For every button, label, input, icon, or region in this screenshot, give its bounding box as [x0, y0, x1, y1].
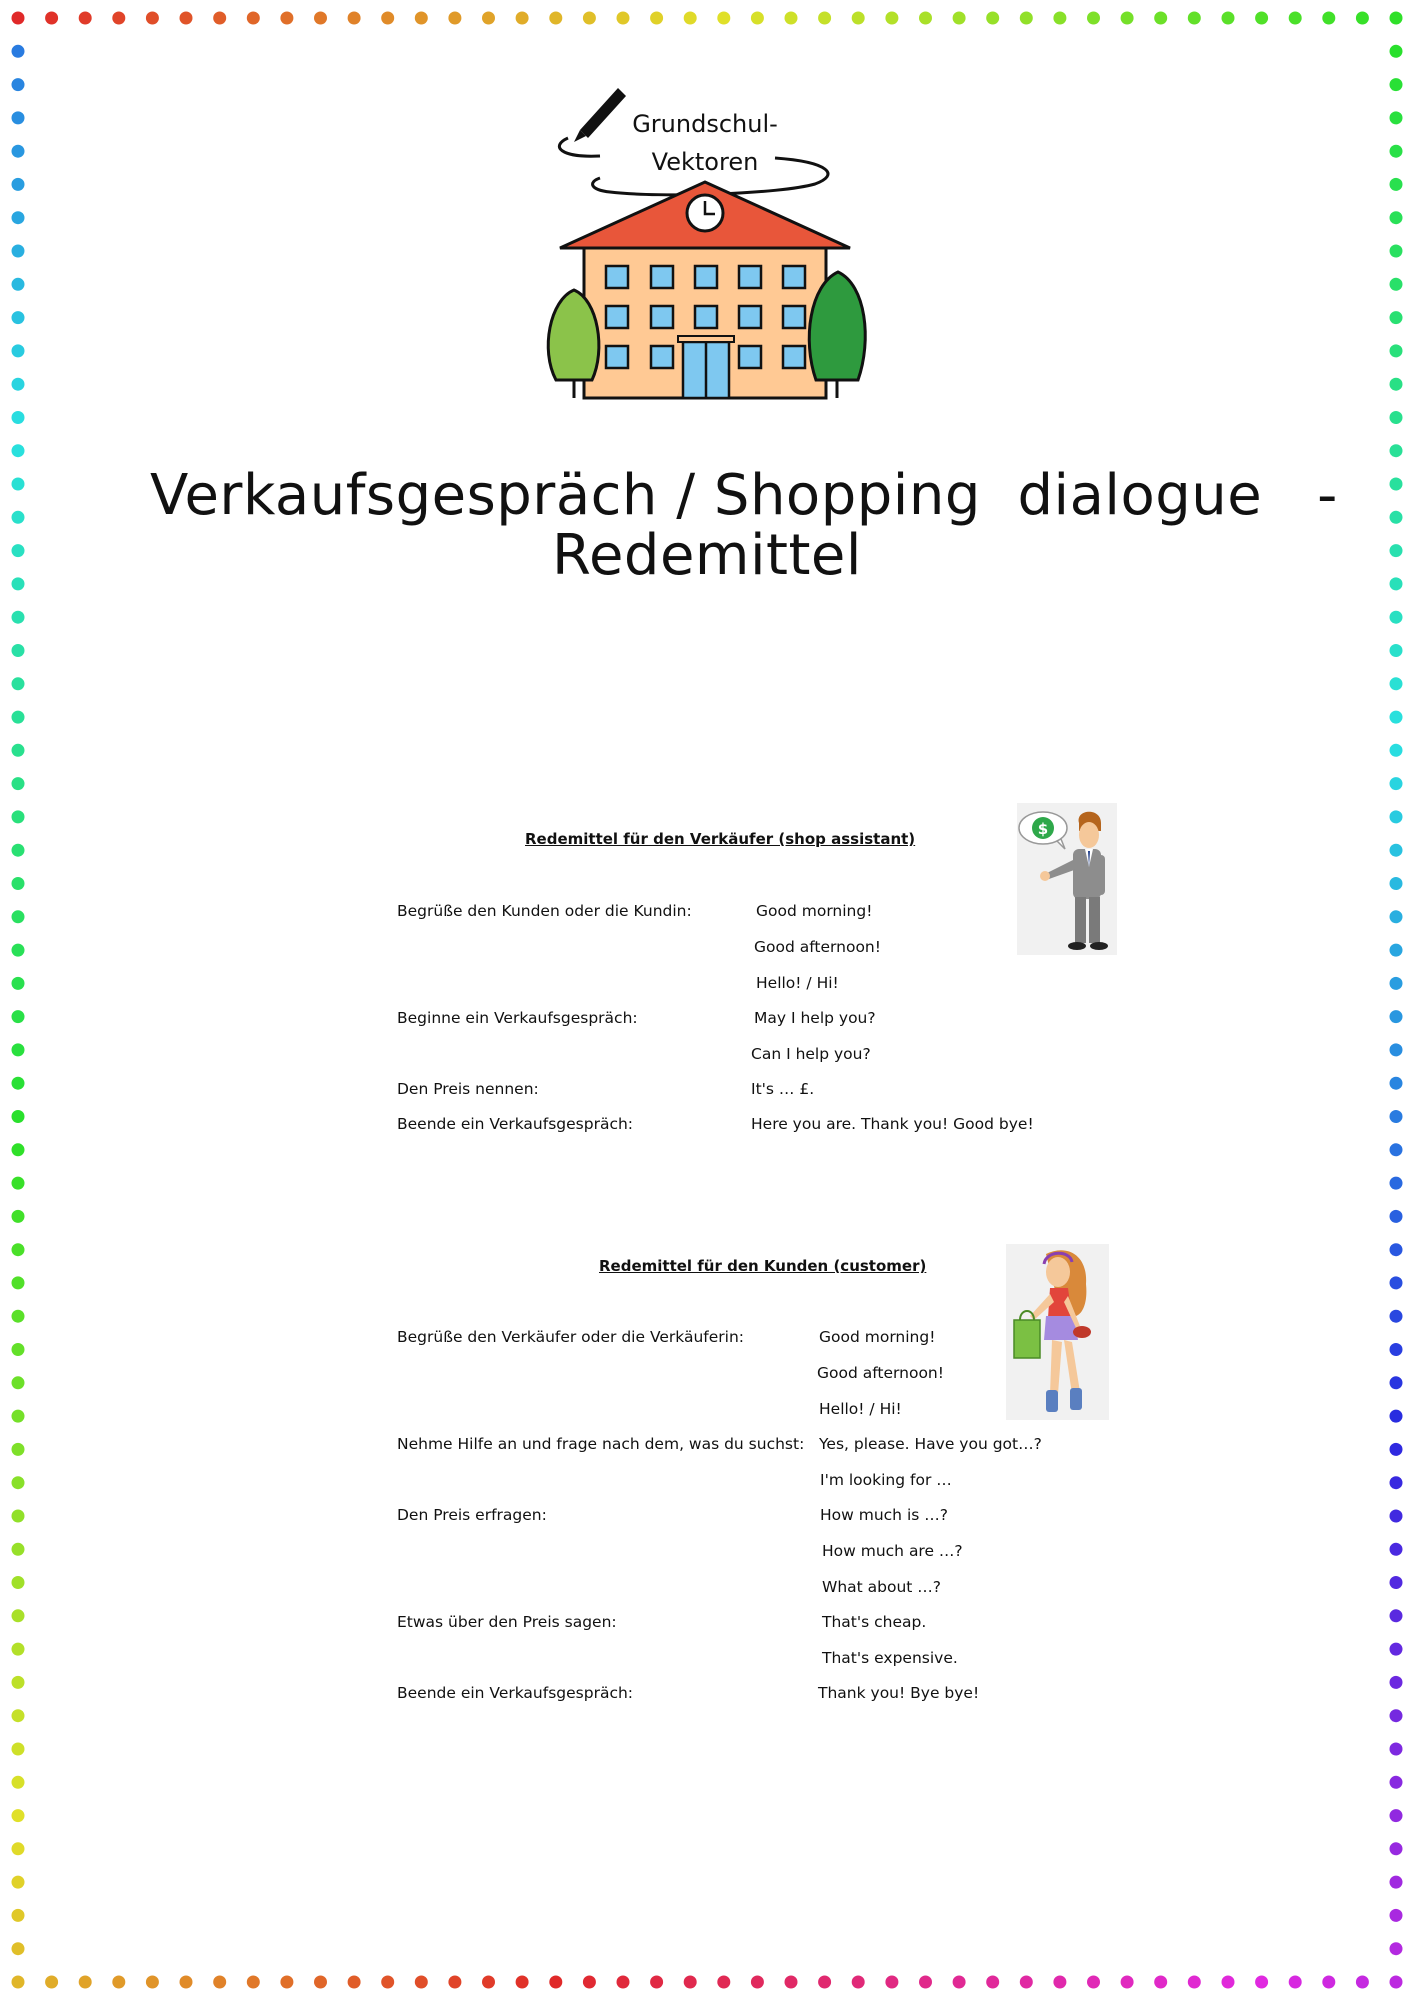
border-dot — [12, 511, 25, 524]
border-dot — [1121, 12, 1134, 25]
border-dot — [1390, 810, 1403, 823]
border-dot — [1087, 1976, 1100, 1989]
english-phrase: Here you are. Thank you! Good bye! — [751, 1115, 1034, 1133]
english-phrase: I'm looking for … — [820, 1471, 952, 1489]
border-dot — [12, 311, 25, 324]
border-dot — [1390, 1676, 1403, 1689]
border-dot — [516, 12, 529, 25]
border-dot — [953, 12, 966, 25]
border-dot — [549, 1976, 562, 1989]
border-dot — [12, 577, 25, 590]
border-dot — [1390, 1043, 1403, 1056]
border-dot — [1390, 45, 1403, 58]
border-dot — [717, 1976, 730, 1989]
border-dot — [1390, 844, 1403, 857]
border-dot — [12, 877, 25, 890]
customer-illustration — [1006, 1244, 1109, 1420]
english-phrase: That's cheap. — [822, 1613, 927, 1631]
border-dot — [583, 1976, 596, 1989]
border-dot — [1390, 677, 1403, 690]
border-dot — [112, 12, 125, 25]
english-phrase: Good morning! — [756, 902, 873, 920]
border-dot — [247, 12, 260, 25]
border-dot — [852, 12, 865, 25]
border-dot — [12, 1210, 25, 1223]
border-dot — [45, 12, 58, 25]
english-phrase: It's … £. — [751, 1080, 815, 1098]
border-dot — [12, 1842, 25, 1855]
english-phrase: Hello! / Hi! — [756, 974, 839, 992]
phrase-label: Etwas über den Preis sagen: — [397, 1613, 617, 1631]
border-dot — [482, 12, 495, 25]
border-dot — [12, 1976, 25, 1989]
border-dot — [12, 744, 25, 757]
border-dot — [12, 1809, 25, 1822]
border-dot — [919, 1976, 932, 1989]
border-dot — [684, 12, 697, 25]
border-dot — [549, 12, 562, 25]
border-dot — [583, 12, 596, 25]
border-dot — [12, 1143, 25, 1156]
border-dot — [1154, 12, 1167, 25]
phrase-label: Beginne ein Verkaufsgespräch: — [397, 1009, 638, 1027]
page-title — [150, 463, 1338, 588]
border-dot — [1390, 245, 1403, 258]
border-dot — [348, 1976, 361, 1989]
border-dot — [1390, 311, 1403, 324]
border-dot — [448, 12, 461, 25]
border-dot — [1390, 1576, 1403, 1589]
border-dot — [12, 111, 25, 124]
border-dot — [1390, 378, 1403, 391]
border-dot — [280, 12, 293, 25]
border-dot — [12, 1410, 25, 1423]
border-dot — [12, 1676, 25, 1689]
border-dot — [986, 12, 999, 25]
english-phrase: Thank you! Bye bye! — [818, 1684, 980, 1702]
border-dot — [1390, 511, 1403, 524]
border-dot — [818, 12, 831, 25]
border-dot — [12, 78, 25, 91]
border-dot — [12, 677, 25, 690]
border-dot — [1390, 910, 1403, 923]
border-dot — [79, 1976, 92, 1989]
border-dot — [12, 478, 25, 491]
border-dot — [1390, 1177, 1403, 1190]
phrase-label: Begrüße den Kunden oder die Kundin: — [397, 902, 692, 920]
border-dot — [1356, 1976, 1369, 1989]
border-dot — [1020, 12, 1033, 25]
phrase-label: Beende ein Verkaufsgespräch: — [397, 1684, 634, 1702]
border-dot — [381, 1976, 394, 1989]
border-dot — [1390, 1609, 1403, 1622]
border-dot — [1390, 1010, 1403, 1023]
border-dot — [1390, 711, 1403, 724]
border-dot — [12, 1443, 25, 1456]
border-dot — [953, 1976, 966, 1989]
section-heading-customer: Redemittel für den Kunden (customer) — [599, 1257, 927, 1275]
border-dot — [12, 1243, 25, 1256]
border-dot — [1390, 1776, 1403, 1789]
border-dot — [1390, 1709, 1403, 1722]
border-dot — [12, 711, 25, 724]
school-logo — [540, 80, 870, 405]
border-dot — [12, 1909, 25, 1922]
border-dot — [12, 245, 25, 258]
border-dot — [12, 977, 25, 990]
border-dot — [1390, 944, 1403, 957]
fountain-pen-icon — [574, 88, 626, 142]
border-dot — [448, 1976, 461, 1989]
border-dot — [12, 810, 25, 823]
school-building-icon — [560, 182, 850, 398]
border-dot — [1390, 145, 1403, 158]
logo-text-line2: Vektoren — [651, 148, 759, 176]
border-dot — [12, 1776, 25, 1789]
border-dot — [12, 1576, 25, 1589]
title-line-2: Redemittel — [552, 523, 862, 588]
border-dot — [1322, 1976, 1335, 1989]
border-dot — [1390, 1743, 1403, 1756]
border-dot — [12, 211, 25, 224]
border-dot — [12, 1942, 25, 1955]
border-dot — [885, 1976, 898, 1989]
border-dot — [1390, 1210, 1403, 1223]
border-dot — [1255, 12, 1268, 25]
border-dot — [247, 1976, 260, 1989]
border-dot — [684, 1976, 697, 1989]
border-dot — [146, 1976, 159, 1989]
border-dot — [12, 844, 25, 857]
border-dot — [1154, 1976, 1167, 1989]
border-dot — [617, 1976, 630, 1989]
border-dot — [12, 1010, 25, 1023]
english-phrase: How much is …? — [820, 1506, 948, 1524]
border-dot — [348, 12, 361, 25]
border-dot — [1390, 111, 1403, 124]
border-dot — [1390, 1376, 1403, 1389]
border-dot — [1390, 478, 1403, 491]
phrase-label: Begrüße den Verkäufer oder die Verkäuferin: — [397, 1328, 745, 1346]
border-dot — [1188, 12, 1201, 25]
border-dot — [12, 344, 25, 357]
border-dot — [986, 1976, 999, 1989]
english-phrase: Good afternoon! — [754, 938, 881, 956]
border-dot — [482, 1976, 495, 1989]
border-dot — [12, 1177, 25, 1190]
border-dot — [1390, 1643, 1403, 1656]
english-phrase: Yes, please. Have you got…? — [819, 1435, 1042, 1453]
border-dot — [1390, 1842, 1403, 1855]
border-dot — [1390, 1876, 1403, 1889]
border-dot — [1390, 1243, 1403, 1256]
dollar-sign-icon: $ — [1037, 820, 1049, 838]
border-dot — [1222, 1976, 1235, 1989]
border-dot — [146, 12, 159, 25]
border-dot — [1390, 1110, 1403, 1123]
border-dot — [12, 378, 25, 391]
border-dot — [1390, 444, 1403, 457]
border-dot — [785, 12, 798, 25]
border-dot — [12, 1876, 25, 1889]
section-heading-shop-assistant: Redemittel für den Verkäufer (shop assistant) — [525, 830, 916, 848]
border-dot — [12, 1343, 25, 1356]
border-dot — [1020, 1976, 1033, 1989]
border-dot — [1390, 1543, 1403, 1556]
english-phrase: May I help you? — [754, 1009, 876, 1027]
border-dot — [12, 777, 25, 790]
border-dot — [112, 1976, 125, 1989]
border-dot — [717, 12, 730, 25]
border-dot — [12, 1609, 25, 1622]
border-dot — [650, 1976, 663, 1989]
border-dot — [1390, 1510, 1403, 1523]
border-dot — [12, 1709, 25, 1722]
border-dot — [12, 1077, 25, 1090]
border-dot — [650, 12, 663, 25]
border-dot — [1390, 1809, 1403, 1822]
border-dot — [180, 12, 193, 25]
border-dot — [1390, 1410, 1403, 1423]
border-dot — [12, 910, 25, 923]
border-dot — [1390, 1343, 1403, 1356]
border-dot — [1390, 577, 1403, 590]
border-dot — [1390, 777, 1403, 790]
border-dot — [1087, 12, 1100, 25]
border-dot — [1356, 12, 1369, 25]
border-dot — [1390, 1443, 1403, 1456]
salesman-illustration — [1017, 803, 1117, 955]
border-dot — [12, 944, 25, 957]
border-dot — [12, 1510, 25, 1523]
border-dot — [415, 1976, 428, 1989]
english-phrase: Can I help you? — [751, 1045, 871, 1063]
border-dot — [1390, 178, 1403, 191]
border-dot — [1390, 211, 1403, 224]
border-dot — [12, 145, 25, 158]
border-dot — [415, 12, 428, 25]
border-dot — [12, 278, 25, 291]
border-dot — [213, 1976, 226, 1989]
border-dot — [919, 12, 932, 25]
border-dot — [1390, 744, 1403, 757]
border-dot — [1390, 1143, 1403, 1156]
border-dot — [1390, 1909, 1403, 1922]
border-dot — [213, 12, 226, 25]
border-dot — [1322, 12, 1335, 25]
english-phrase: Hello! / Hi! — [819, 1400, 902, 1418]
border-dot — [12, 444, 25, 457]
border-dot — [12, 1643, 25, 1656]
english-phrase: What about …? — [822, 1578, 942, 1596]
english-phrase: How much are …? — [822, 1542, 963, 1560]
border-dot — [1289, 12, 1302, 25]
border-dot — [1289, 1976, 1302, 1989]
border-dot — [751, 1976, 764, 1989]
border-dot — [12, 1310, 25, 1323]
border-dot — [1390, 78, 1403, 91]
border-dot — [1121, 1976, 1134, 1989]
phrase-label: Beende ein Verkaufsgespräch: — [397, 1115, 634, 1133]
english-phrase: That's expensive. — [822, 1649, 958, 1667]
border-dot — [12, 411, 25, 424]
border-dot — [12, 644, 25, 657]
border-dot — [516, 1976, 529, 1989]
border-dot — [12, 1043, 25, 1056]
border-dot — [1390, 1476, 1403, 1489]
border-dot — [1390, 644, 1403, 657]
border-dot — [751, 12, 764, 25]
english-phrase: Good afternoon! — [817, 1364, 944, 1382]
phrase-label: Den Preis erfragen: — [397, 1506, 547, 1524]
border-dot — [79, 12, 92, 25]
border-dot — [1255, 1976, 1268, 1989]
border-dot — [1390, 877, 1403, 890]
border-dot — [885, 12, 898, 25]
border-dot — [1390, 1077, 1403, 1090]
border-dot — [1390, 12, 1403, 25]
border-dot — [1390, 1976, 1403, 1989]
border-dot — [617, 12, 630, 25]
border-dot — [12, 1743, 25, 1756]
border-dot — [1390, 411, 1403, 424]
english-phrase: Good morning! — [819, 1328, 936, 1346]
border-dot — [12, 611, 25, 624]
border-dot — [1390, 1310, 1403, 1323]
border-dot — [12, 544, 25, 557]
border-dot — [1188, 1976, 1201, 1989]
border-dot — [852, 1976, 865, 1989]
border-dot — [1222, 12, 1235, 25]
border-dot — [1390, 977, 1403, 990]
border-dot — [12, 1110, 25, 1123]
border-dot — [1390, 1942, 1403, 1955]
border-dot — [1390, 344, 1403, 357]
border-dot — [1053, 12, 1066, 25]
border-dot — [1390, 544, 1403, 557]
border-dot — [12, 45, 25, 58]
phrase-label: Den Preis nennen: — [397, 1080, 539, 1098]
border-dot — [12, 1276, 25, 1289]
border-dot — [1390, 1276, 1403, 1289]
phrase-label: Nehme Hilfe an und frage nach dem, was du suchst: — [397, 1435, 805, 1453]
border-dot — [12, 1543, 25, 1556]
border-dot — [180, 1976, 193, 1989]
border-dot — [12, 1476, 25, 1489]
border-dot — [45, 1976, 58, 1989]
logo-text-line1: Grundschul- — [632, 110, 778, 138]
border-dot — [1053, 1976, 1066, 1989]
border-dot — [314, 1976, 327, 1989]
border-dot — [785, 1976, 798, 1989]
border-dot — [12, 178, 25, 191]
border-dot — [280, 1976, 293, 1989]
border-dot — [1390, 278, 1403, 291]
border-dot — [818, 1976, 831, 1989]
border-dot — [12, 1376, 25, 1389]
border-dot — [381, 12, 394, 25]
border-dot — [12, 12, 25, 25]
border-dot — [1390, 611, 1403, 624]
title-line-1: Verkaufsgespräch / Shopping dialogue - — [150, 463, 1338, 528]
border-dot — [314, 12, 327, 25]
